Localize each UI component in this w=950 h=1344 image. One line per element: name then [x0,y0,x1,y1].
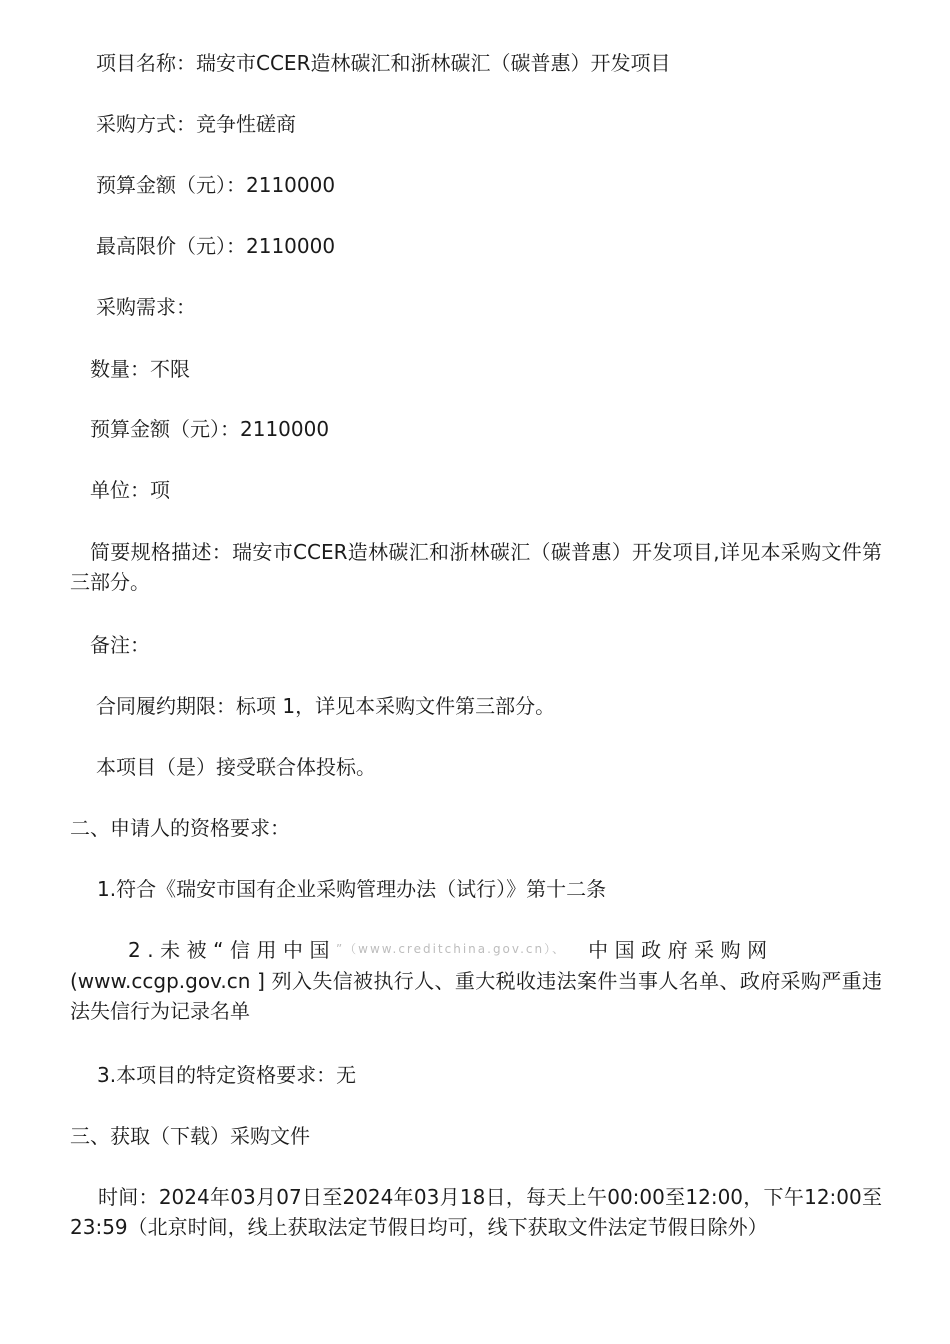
unit-line [90,475,170,505]
remarks-label: 备注： [90,633,150,657]
qualification-item-2-rest-text: (www.ccgp.gov.cn ] 列入失信被执行人、重大税收违法案件当事人名单、政府采购严重违法失信行为记录名单 [70,969,882,1023]
contract-period-line [96,691,555,721]
project-name-line [96,48,670,78]
qualification-item-1-text: 1.符合《瑞安市国有企业采购管理办法（试行）》第十二条 [97,877,607,901]
spec-description-label: 简要规格描述： [90,540,233,564]
qualification-item-3-text: 3.本项目的特定资格要求：无 [97,1063,357,1087]
budget-amount-2-label: 预算金额（元）： [90,417,240,441]
budget-amount-value: 2110000 [246,173,336,197]
quantity-value: 不限 [150,357,190,381]
project-name-value: 瑞安市CCER造林碳汇和浙林碳汇（碳普惠）开发项目 [196,51,671,75]
contract-period-value: 标项 1，详见本采购文件第三部分。 [236,694,556,718]
section-two-heading [70,813,290,843]
spec-description-paragraph [70,537,882,597]
qualification-item-1 [97,874,606,904]
procurement-needs-label: 采购需求： [96,295,196,319]
budget-amount-label: 预算金额（元）： [96,173,246,197]
budget-amount-2-line [90,414,329,444]
qualification-item-2-start: 2.未被“信用中国 [128,938,336,962]
qualification-item-2-faded: ”（www.creditchina.gov.cn）、 [335,942,567,956]
section-three-heading-text: 三、获取（下载）采购文件 [70,1124,310,1148]
procurement-method-label: 采购方式： [96,112,196,136]
budget-amount-2-value: 2110000 [240,417,330,441]
quantity-line [90,354,190,384]
consortium-text: 本项目（是）接受联合体投标。 [96,755,376,779]
budget-amount-line [96,170,335,200]
spec-description-value: 瑞安市CCER造林碳汇和浙林碳汇（碳普惠）开发项目,详见本采购文件第三部分。 [70,540,883,594]
qualification-item-3 [97,1060,356,1090]
unit-value: 项 [150,478,170,502]
qualification-item-2-rest [70,966,882,1026]
section-two-heading-text: 二、申请人的资格要求： [70,816,290,840]
max-price-line [96,231,335,261]
max-price-value: 2110000 [246,234,336,258]
download-time-value: 2024年03月07日至2024年03月18日，每天上午00:00至12:00，下午12:00至23:59（北京时间，线上获取法定节假日均可，线下获取文件法定节假日除外） [70,1185,882,1239]
section-three-heading [70,1121,310,1151]
download-time-label: 时间： [98,1185,159,1209]
download-time-paragraph [70,1182,882,1242]
unit-label: 单位： [90,478,150,502]
contract-period-label: 合同履约期限： [96,694,236,718]
consortium-line [96,752,376,782]
quantity-label: 数量： [90,357,150,381]
qualification-item-2-first-line [128,934,774,965]
procurement-method-value: 竞争性磋商 [196,112,296,136]
procurement-method-line [96,109,296,139]
max-price-label: 最高限价（元）： [96,234,246,258]
qualification-item-2-mid: 中国政府采购网 [588,938,774,962]
procurement-needs-line [96,292,196,322]
project-name-label: 项目名称： [96,51,196,75]
remarks-line [90,630,150,660]
